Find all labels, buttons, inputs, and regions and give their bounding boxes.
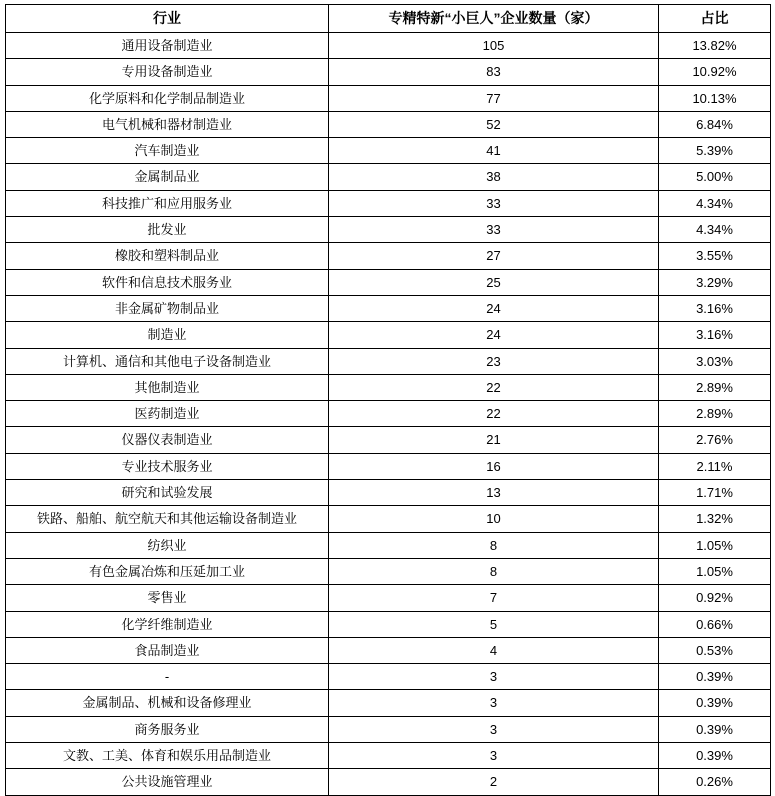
cell-industry: 食品制造业 — [6, 637, 329, 663]
cell-industry: 医药制造业 — [6, 401, 329, 427]
cell-share: 2.89% — [659, 374, 771, 400]
table-row — [6, 374, 771, 400]
cell-share: 3.55% — [659, 243, 771, 269]
cell-share: 0.26% — [659, 769, 771, 795]
table-row — [6, 611, 771, 637]
cell-share: 1.05% — [659, 532, 771, 558]
table-row — [6, 401, 771, 427]
cell-count: 25 — [329, 269, 659, 295]
cell-industry: 文教、工美、体育和娱乐用品制造业 — [6, 743, 329, 769]
cell-count: 23 — [329, 348, 659, 374]
industry-statistics-table — [5, 4, 771, 796]
cell-share: 1.32% — [659, 506, 771, 532]
cell-count: 33 — [329, 190, 659, 216]
cell-count: 16 — [329, 453, 659, 479]
cell-industry: 批发业 — [6, 217, 329, 243]
cell-count: 22 — [329, 374, 659, 400]
cell-share: 1.05% — [659, 558, 771, 584]
cell-count: 83 — [329, 59, 659, 85]
table-body — [6, 33, 771, 796]
table-row — [6, 33, 771, 59]
table-row — [6, 85, 771, 111]
cell-industry: 通用设备制造业 — [6, 33, 329, 59]
cell-count: 3 — [329, 743, 659, 769]
column-header-count: 专精特新“小巨人”企业数量（家） — [329, 5, 659, 33]
cell-share: 5.00% — [659, 164, 771, 190]
cell-count: 77 — [329, 85, 659, 111]
table-row — [6, 716, 771, 742]
cell-industry: 铁路、船舶、航空航天和其他运输设备制造业 — [6, 506, 329, 532]
cell-industry: 化学纤维制造业 — [6, 611, 329, 637]
cell-industry: 公共设施管理业 — [6, 769, 329, 795]
cell-count: 3 — [329, 716, 659, 742]
cell-industry: 专用设备制造业 — [6, 59, 329, 85]
cell-count: 5 — [329, 611, 659, 637]
cell-industry: 计算机、通信和其他电子设备制造业 — [6, 348, 329, 374]
table-row — [6, 138, 771, 164]
cell-count: 10 — [329, 506, 659, 532]
cell-industry: 科技推广和应用服务业 — [6, 190, 329, 216]
cell-count: 2 — [329, 769, 659, 795]
column-header-industry: 行业 — [6, 5, 329, 33]
cell-industry: 橡胶和塑料制品业 — [6, 243, 329, 269]
table-row — [6, 217, 771, 243]
cell-industry: 非金属矿物制品业 — [6, 295, 329, 321]
table-row — [6, 664, 771, 690]
cell-industry: 仪器仪表制造业 — [6, 427, 329, 453]
table-row — [6, 164, 771, 190]
cell-count: 13 — [329, 480, 659, 506]
cell-share: 10.92% — [659, 59, 771, 85]
cell-share: 0.92% — [659, 585, 771, 611]
cell-industry: 零售业 — [6, 585, 329, 611]
cell-count: 38 — [329, 164, 659, 190]
table-row — [6, 453, 771, 479]
cell-share: 0.53% — [659, 637, 771, 663]
cell-count: 105 — [329, 33, 659, 59]
cell-industry: 软件和信息技术服务业 — [6, 269, 329, 295]
cell-industry: 商务服务业 — [6, 716, 329, 742]
cell-industry: 金属制品、机械和设备修理业 — [6, 690, 329, 716]
cell-share: 5.39% — [659, 138, 771, 164]
cell-share: 1.71% — [659, 480, 771, 506]
cell-share: 3.29% — [659, 269, 771, 295]
cell-share: 10.13% — [659, 85, 771, 111]
table-row — [6, 295, 771, 321]
table-row — [6, 690, 771, 716]
cell-count: 33 — [329, 217, 659, 243]
cell-industry: 制造业 — [6, 322, 329, 348]
cell-share: 0.39% — [659, 743, 771, 769]
cell-industry: 纺织业 — [6, 532, 329, 558]
table-header-row — [6, 5, 771, 33]
table-row — [6, 743, 771, 769]
cell-count: 22 — [329, 401, 659, 427]
cell-count: 8 — [329, 558, 659, 584]
cell-share: 2.89% — [659, 401, 771, 427]
cell-share: 0.39% — [659, 690, 771, 716]
table-row — [6, 269, 771, 295]
cell-count: 24 — [329, 322, 659, 348]
table-row — [6, 190, 771, 216]
table-row — [6, 480, 771, 506]
cell-industry: 研究和试验发展 — [6, 480, 329, 506]
cell-count: 24 — [329, 295, 659, 321]
table-row — [6, 532, 771, 558]
cell-count: 21 — [329, 427, 659, 453]
cell-count: 3 — [329, 690, 659, 716]
cell-share: 3.03% — [659, 348, 771, 374]
cell-industry: 有色金属冶炼和压延加工业 — [6, 558, 329, 584]
cell-count: 3 — [329, 664, 659, 690]
cell-share: 4.34% — [659, 217, 771, 243]
table-row — [6, 243, 771, 269]
cell-industry: 专业技术服务业 — [6, 453, 329, 479]
cell-industry: 金属制品业 — [6, 164, 329, 190]
cell-count: 8 — [329, 532, 659, 558]
cell-share: 13.82% — [659, 33, 771, 59]
table-row — [6, 111, 771, 137]
cell-share: 0.66% — [659, 611, 771, 637]
table-row — [6, 558, 771, 584]
cell-share: 3.16% — [659, 295, 771, 321]
table-row — [6, 769, 771, 795]
table-row — [6, 348, 771, 374]
cell-industry: 电气机械和器材制造业 — [6, 111, 329, 137]
table-row — [6, 59, 771, 85]
table-row — [6, 585, 771, 611]
cell-industry: 化学原料和化学制品制造业 — [6, 85, 329, 111]
cell-industry: - — [6, 664, 329, 690]
cell-count: 27 — [329, 243, 659, 269]
cell-share: 2.11% — [659, 453, 771, 479]
cell-share: 0.39% — [659, 716, 771, 742]
cell-share: 0.39% — [659, 664, 771, 690]
cell-share: 4.34% — [659, 190, 771, 216]
cell-share: 6.84% — [659, 111, 771, 137]
table-row — [6, 506, 771, 532]
cell-count: 41 — [329, 138, 659, 164]
cell-count: 4 — [329, 637, 659, 663]
table-row — [6, 322, 771, 348]
table-header — [6, 5, 771, 33]
cell-share: 2.76% — [659, 427, 771, 453]
table-row — [6, 427, 771, 453]
cell-count: 7 — [329, 585, 659, 611]
cell-count: 52 — [329, 111, 659, 137]
cell-share: 3.16% — [659, 322, 771, 348]
cell-industry: 汽车制造业 — [6, 138, 329, 164]
table-row — [6, 637, 771, 663]
column-header-share: 占比 — [659, 5, 771, 33]
cell-industry: 其他制造业 — [6, 374, 329, 400]
